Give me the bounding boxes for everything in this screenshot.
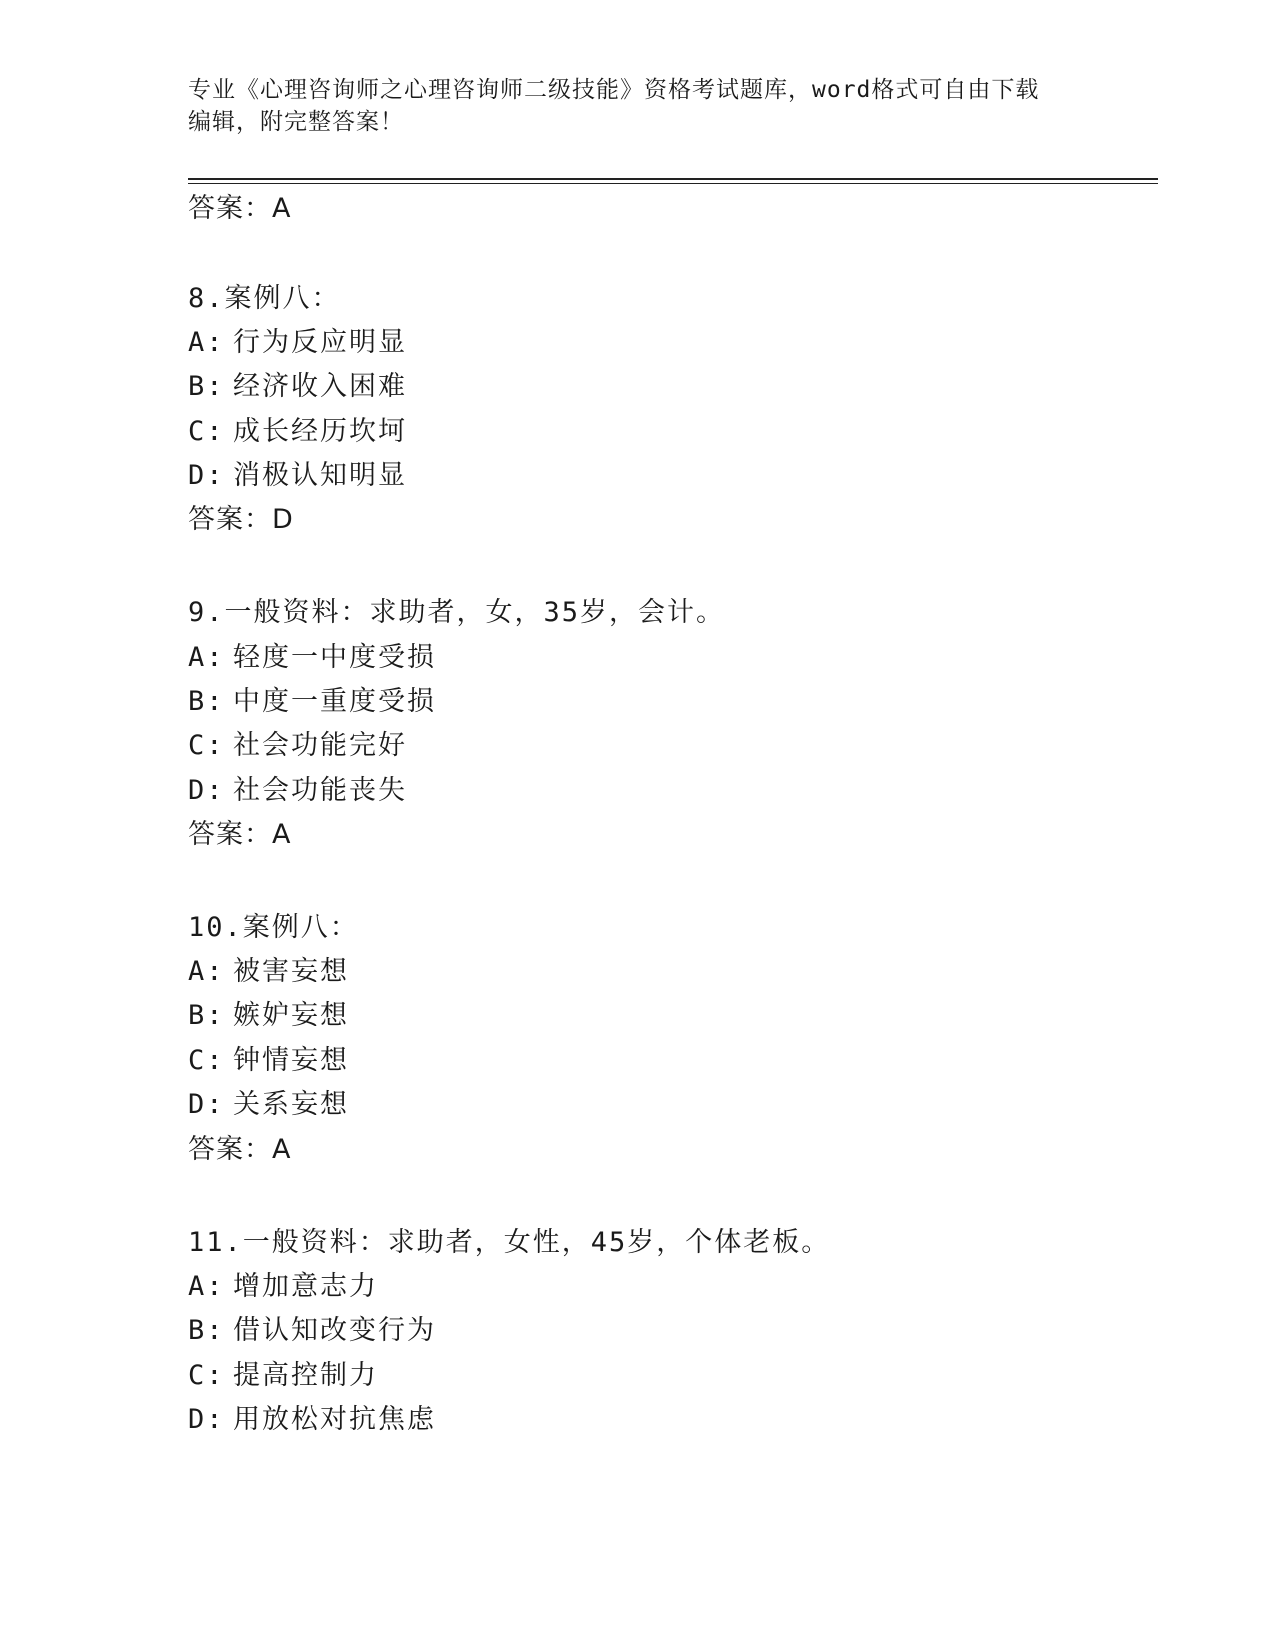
option-text: 钟情妄想 <box>233 1045 349 1076</box>
option-d <box>188 459 407 493</box>
header-divider <box>188 178 1158 180</box>
option-text: 成长经历坎坷 <box>233 416 407 447</box>
option-text: 中度一重度受损 <box>233 686 436 717</box>
option-a <box>188 326 407 360</box>
option-label: B: <box>188 371 225 402</box>
option-text: 社会功能完好 <box>233 730 407 761</box>
option-text: 经济收入困难 <box>233 371 407 402</box>
option-a <box>188 641 436 675</box>
answer-line: 答案：D <box>188 504 294 535</box>
option-text: 嫉妒妄想 <box>233 1000 349 1031</box>
question-stem: 10.案例八： <box>188 912 359 943</box>
option-text: 社会功能丧失 <box>233 775 407 806</box>
option-text: 用放松对抗焦虑 <box>233 1404 436 1435</box>
option-text: 行为反应明显 <box>233 327 407 358</box>
option-label: D: <box>188 460 225 491</box>
option-label: A: <box>188 956 225 987</box>
header-line-2: 编辑，附完整答案！ <box>188 109 404 135</box>
option-label: C: <box>188 1045 225 1076</box>
option-b <box>188 685 436 719</box>
option-a <box>188 955 349 989</box>
option-b <box>188 999 349 1033</box>
option-d <box>188 1088 349 1122</box>
option-label: D: <box>188 1089 225 1120</box>
option-d <box>188 774 407 808</box>
option-label: B: <box>188 1000 225 1031</box>
option-text: 轻度一中度受损 <box>233 642 436 673</box>
option-text: 借认知改变行为 <box>233 1315 436 1346</box>
document-header <box>188 74 1088 138</box>
option-label: B: <box>188 1315 225 1346</box>
option-c <box>188 415 407 449</box>
option-b <box>188 370 407 404</box>
question-stem: 9.一般资料：求助者，女，35岁，会计。 <box>188 597 726 628</box>
header-line-1: 专业《心理咨询师之心理咨询师二级技能》资格考试题库，word格式可自由下载 <box>188 77 1040 103</box>
option-label: C: <box>188 416 225 447</box>
option-label: C: <box>188 730 225 761</box>
option-text: 被害妄想 <box>233 956 349 987</box>
option-label: A: <box>188 327 225 358</box>
option-d <box>188 1403 436 1437</box>
question-stem: 11.一般资料：求助者，女性，45岁，个体老板。 <box>188 1227 831 1258</box>
answer-line: 答案：A <box>188 193 292 224</box>
option-label: D: <box>188 1404 225 1435</box>
option-a <box>188 1270 378 1304</box>
option-b <box>188 1314 436 1348</box>
header-divider-thin <box>188 183 1158 184</box>
option-c <box>188 1359 378 1393</box>
option-text: 增加意志力 <box>233 1271 378 1302</box>
question-stem: 8.案例八： <box>188 283 341 314</box>
option-label: A: <box>188 642 225 673</box>
answer-line: 答案：A <box>188 1134 292 1165</box>
option-label: B: <box>188 686 225 717</box>
answer-line: 答案：A <box>188 819 292 850</box>
option-label: D: <box>188 775 225 806</box>
option-text: 消极认知明显 <box>233 460 407 491</box>
option-text: 关系妄想 <box>233 1089 349 1120</box>
option-text: 提高控制力 <box>233 1360 378 1391</box>
option-c <box>188 1044 349 1078</box>
option-label: A: <box>188 1271 225 1302</box>
option-c <box>188 729 407 763</box>
option-label: C: <box>188 1360 225 1391</box>
